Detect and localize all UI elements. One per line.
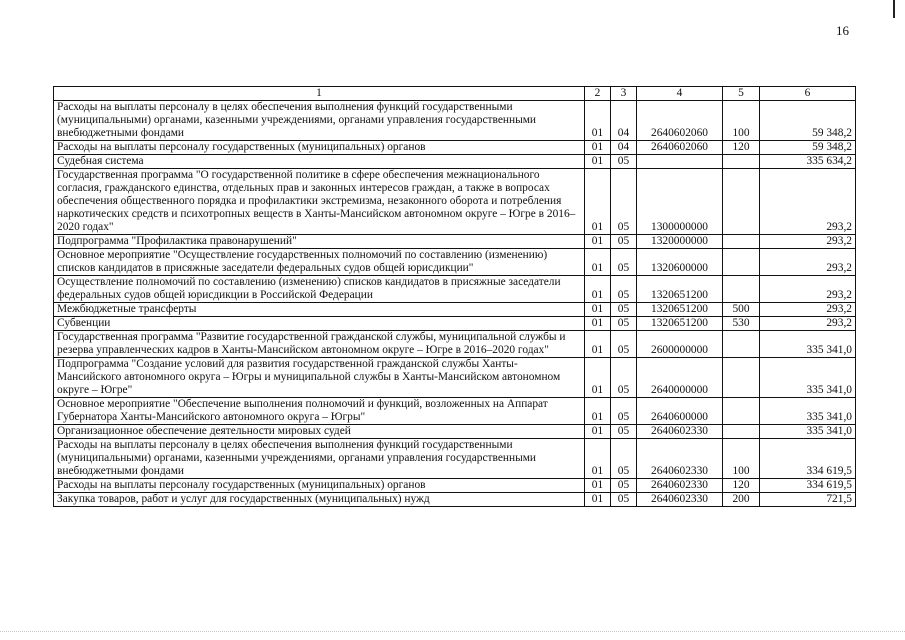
row-expense-type [723,169,760,235]
row-expense-type [723,276,760,303]
row-amount: 293,2 [760,249,856,276]
table-row [54,331,856,358]
row-section: 01 [585,155,611,169]
row-name: Расходы на выплаты персоналу государственных (муниципальных) органов [54,141,585,155]
table-header-row [54,87,856,101]
row-name: Закупка товаров, работ и услуг для государственных (муниципальных) нужд [54,493,585,507]
row-amount: 721,5 [760,493,856,507]
table-row [54,276,856,303]
row-subsection: 05 [611,358,637,398]
row-subsection: 04 [611,101,637,141]
row-amount: 335 341,0 [760,398,856,425]
row-subsection: 05 [611,249,637,276]
row-subsection: 05 [611,331,637,358]
row-section: 01 [585,439,611,479]
row-subsection: 05 [611,439,637,479]
table-row [54,425,856,439]
row-name: Государственная программа "Развитие государственной гражданской службы, муниципальной службы и резерва управленческих кадров в Ханты-Мансийском автономном округе – Югре в 2016–2020 годах" [54,331,585,358]
row-target-article: 2640602060 [637,141,723,155]
header-col-6: 6 [760,87,856,101]
row-expense-type [723,155,760,169]
table-row [54,317,856,331]
table-row [54,358,856,398]
budget-table-body [54,87,856,507]
table-row [54,141,856,155]
row-expense-type: 200 [723,493,760,507]
header-col-2: 2 [585,87,611,101]
row-target-article: 2640602330 [637,439,723,479]
row-name: Субвенции [54,317,585,331]
header-col-1: 1 [54,87,585,101]
row-name: Межбюджетные трансферты [54,303,585,317]
table-row [54,493,856,507]
row-expense-type: 120 [723,141,760,155]
row-target-article: 1320651200 [637,317,723,331]
row-target-article [637,155,723,169]
row-target-article: 2600000000 [637,331,723,358]
row-name: Основное мероприятие "Обеспечение выполнения полномочий и функций, возложенных на Аппарат Губернатора Ханты-Мансийского автономного округа – Югры" [54,398,585,425]
row-expense-type: 100 [723,101,760,141]
row-amount: 335 341,0 [760,425,856,439]
row-amount: 59 348,2 [760,141,856,155]
row-amount: 293,2 [760,169,856,235]
row-name: Расходы на выплаты персоналу в целях обеспечения выполнения функций государственными (муниципальными) органами, казенными учреждениями, органами управления государственными внебюджетными фондами [54,439,585,479]
row-amount: 293,2 [760,276,856,303]
page-edge-mark [893,0,895,18]
row-name: Государственная программа "О государственной политике в сфере обеспечения межнационального согласия, гражданского единства, отдельных прав и законных интересов граждан, а также в вопросах обеспечения общественного порядка и профилактики экстремизма, незаконного оборота и потребления наркотических средств и психотропных веществ в Ханты-Мансийском автономном округе – Югре в 2016–2020 годах" [54,169,585,235]
row-subsection: 05 [611,235,637,249]
row-expense-type: 100 [723,439,760,479]
row-expense-type: 120 [723,479,760,493]
row-target-article: 2640602330 [637,493,723,507]
header-col-5: 5 [723,87,760,101]
row-expense-type [723,425,760,439]
row-subsection: 05 [611,398,637,425]
table-row [54,169,856,235]
row-amount: 335 634,2 [760,155,856,169]
row-name: Организационное обеспечение деятельности мировых судей [54,425,585,439]
row-subsection: 04 [611,141,637,155]
row-target-article: 2640602330 [637,425,723,439]
row-subsection: 05 [611,493,637,507]
row-amount: 59 348,2 [760,101,856,141]
row-amount: 334 619,5 [760,479,856,493]
row-amount: 293,2 [760,303,856,317]
row-subsection: 05 [611,317,637,331]
row-target-article: 1300000000 [637,169,723,235]
row-target-article: 1320600000 [637,249,723,276]
row-name: Подпрограмма "Создание условий для развития государственной гражданской службы Ханты-Мансийского автономного округа – Югры и муниципальной службы в Ханты-Мансийском автономном округе – Югре" [54,358,585,398]
row-name: Осуществление полномочий по составлению (изменению) списков кандидатов в присяжные заседатели федеральных судов общей юрисдикции в Российской Федерации [54,276,585,303]
row-amount: 293,2 [760,317,856,331]
row-subsection: 05 [611,479,637,493]
row-name: Подпрограмма "Профилактика правонарушений" [54,235,585,249]
row-expense-type [723,235,760,249]
row-subsection: 05 [611,169,637,235]
row-target-article: 1320000000 [637,235,723,249]
row-section: 01 [585,358,611,398]
row-section: 01 [585,235,611,249]
table-row [54,479,856,493]
table-row [54,101,856,141]
row-section: 01 [585,425,611,439]
row-section: 01 [585,317,611,331]
row-subsection: 05 [611,155,637,169]
header-col-4: 4 [637,87,723,101]
row-target-article: 2640602060 [637,101,723,141]
row-section: 01 [585,303,611,317]
row-amount: 334 619,5 [760,439,856,479]
page-number: 16 [836,23,849,38]
row-amount: 335 341,0 [760,358,856,398]
row-amount: 293,2 [760,235,856,249]
scan-noise-line [0,631,905,632]
row-target-article: 2640000000 [637,358,723,398]
table-row [54,303,856,317]
row-section: 01 [585,249,611,276]
row-expense-type: 500 [723,303,760,317]
table-row [54,155,856,169]
row-name: Расходы на выплаты персоналу в целях обеспечения выполнения функций государственными (муниципальными) органами, казенными учреждениями, органами управления государственными внебюджетными фондами [54,101,585,141]
table-row [54,398,856,425]
row-target-article: 2640602330 [637,479,723,493]
row-expense-type: 530 [723,317,760,331]
row-target-article: 2640600000 [637,398,723,425]
row-subsection: 05 [611,425,637,439]
row-target-article: 1320651200 [637,303,723,317]
row-name: Расходы на выплаты персоналу государственных (муниципальных) органов [54,479,585,493]
row-section: 01 [585,398,611,425]
row-name: Судебная система [54,155,585,169]
table-row [54,439,856,479]
table-row [54,249,856,276]
row-section: 01 [585,479,611,493]
budget-table [53,86,856,507]
row-section: 01 [585,493,611,507]
header-col-3: 3 [611,87,637,101]
row-section: 01 [585,141,611,155]
row-amount: 335 341,0 [760,331,856,358]
row-target-article: 1320651200 [637,276,723,303]
row-section: 01 [585,276,611,303]
row-section: 01 [585,331,611,358]
row-section: 01 [585,169,611,235]
row-expense-type [723,331,760,358]
row-subsection: 05 [611,303,637,317]
row-section: 01 [585,101,611,141]
table-row [54,235,856,249]
row-subsection: 05 [611,276,637,303]
row-expense-type [723,358,760,398]
row-expense-type [723,249,760,276]
row-expense-type [723,398,760,425]
row-name: Основное мероприятие "Осуществление государственных полномочий по составлению (изменению) списков кандидатов в присяжные заседатели федеральных судов общей юрисдикции" [54,249,585,276]
